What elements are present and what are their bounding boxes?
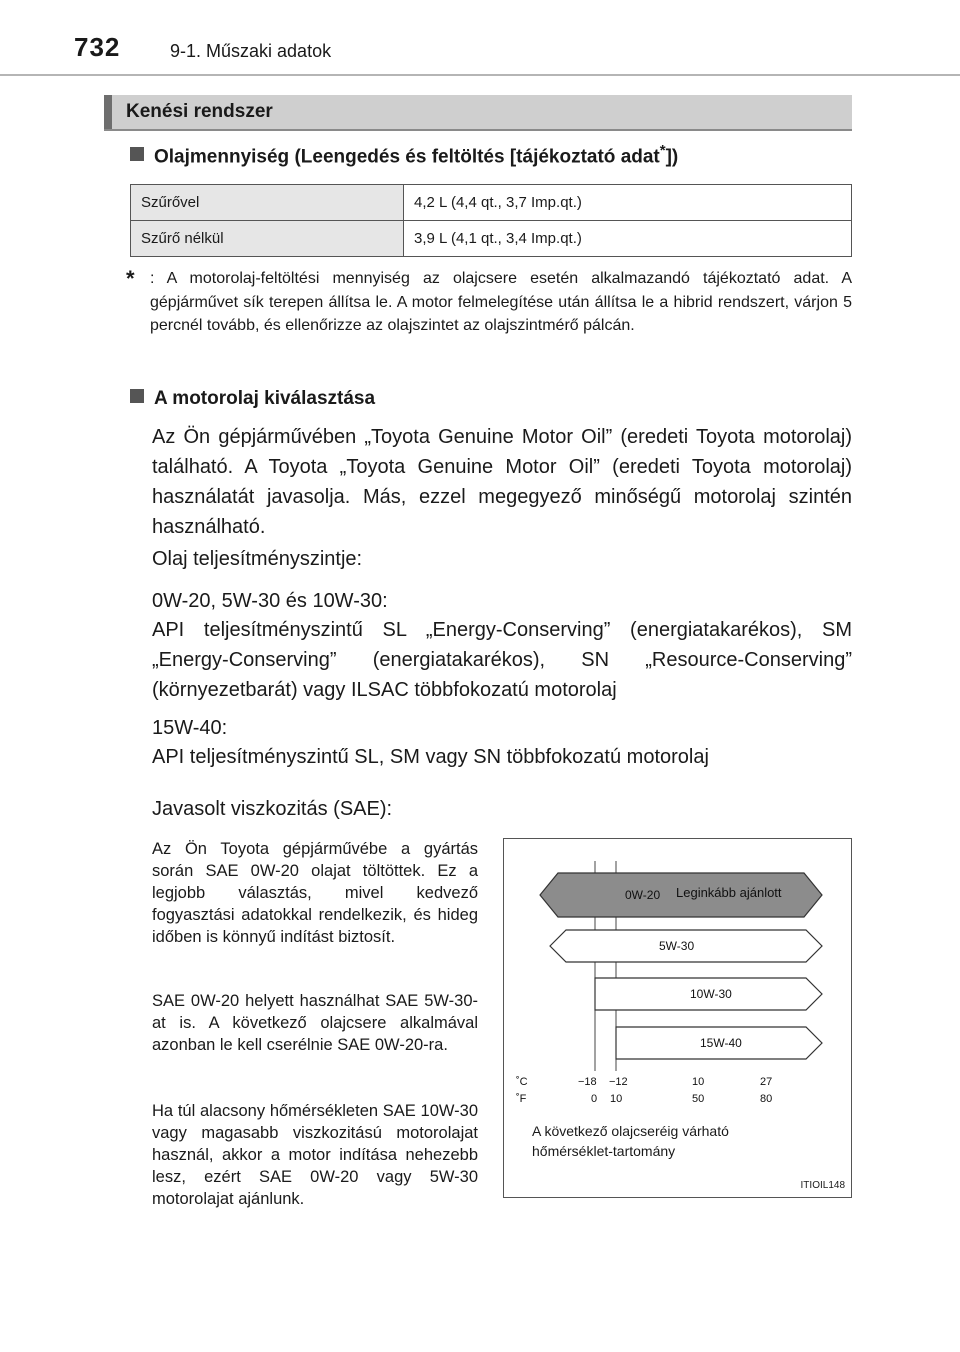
- arrow-extra-0w20: Leginkább ajánlott: [676, 885, 782, 900]
- fahrenheit-tick: 80: [760, 1093, 773, 1105]
- arrow-label-10w30: 10W-30: [690, 987, 732, 1001]
- oil-selection-heading: A motorolaj kiválasztása: [130, 388, 375, 410]
- celsius-label: ˚C: [516, 1076, 528, 1088]
- figure-caption-line-1: A következő olajcseréig várható: [532, 1123, 729, 1139]
- square-bullet-icon: [130, 147, 144, 161]
- side-paragraph-3: Ha túl alacsony hőmérsékleten SAE 10W-30 vagy magasabb viszkozitású motorolajat használ, akkor a motor indítása nehezebb lesz, ezért SAE 0W-20 vagy 5W-30 motorolajat ajánlunk.: [152, 1102, 478, 1208]
- grades-a-text: API teljesítményszintű SL „Energy-Conserving” (energiatakarékos), SM „Energy-Conserving” (energiatakarékos), SN „Resource-Conserving” (környezetbarát) vagy ILSAC többfokozatú motorolaj: [152, 619, 852, 701]
- page-number: 732: [74, 32, 121, 62]
- footnote: [120, 267, 852, 338]
- celsius-tick: 10: [692, 1076, 705, 1088]
- celsius-tick: −18: [578, 1076, 597, 1088]
- section-title-bar: [104, 95, 852, 131]
- grades-b-text: API teljesítményszintű SL, SM vagy SN többfokozatú motorolaj: [152, 746, 709, 768]
- side-paragraph-1: Az Ön Toyota gépjárművébe a gyártás során SAE 0W-20 olajat töltöttek. Ez a legjobb választás, mivel kedvező fogyasztási adatokkal rendelkezik, és hideg időben is könnyű indítást biztosít.: [152, 840, 478, 946]
- fahrenheit-label: ˚F: [516, 1093, 527, 1105]
- grades-b-label: 15W-40:: [152, 717, 228, 739]
- fahrenheit-tick: 50: [692, 1093, 705, 1105]
- fahrenheit-tick: 0: [591, 1093, 598, 1105]
- section-label: 9-1. Műszaki adatok: [170, 41, 332, 61]
- footnote-star: *: [126, 266, 135, 291]
- fahrenheit-tick: 10: [610, 1093, 623, 1105]
- celsius-tick: −12: [609, 1076, 628, 1088]
- table-row: [131, 185, 852, 221]
- table-cell-label: Szűrővel: [131, 185, 404, 221]
- section-title: Kenési rendszer: [126, 101, 273, 122]
- oil-capacity-heading: Olajmennyiség (Leengedés és feltöltés [tájékoztató adat*]): [130, 142, 678, 168]
- viscosity-label: Javasolt viszkozitás (SAE):: [152, 798, 393, 820]
- table-cell-label: Szűrő nélkül: [131, 221, 404, 257]
- selection-intro: Az Ön gépjárművében „Toyota Genuine Motor Oil” (eredeti Toyota motorolaj) található. A Toyota „Toyota Genuine Motor Oil” (eredeti Toyota motorolaj) használatát javasolja. Más, ezzel megegyező minőségű motorolaj szintén használható.: [152, 426, 852, 538]
- footnote-text: : A motorolaj-feltöltési mennyiség az olajcsere esetén alkalmazandó tájékoztató adat. A gépjárművet sík terepen állítsa le. A motor felmelegítése után állítsa le a hibrid rendszert, várjon 5 percnél tovább, és ellenőrizze az olajszintet az olajszintmérő pálcán.: [150, 270, 852, 334]
- arrow-label-15w40: 15W-40: [700, 1036, 742, 1050]
- figure-id: ITIOIL148: [800, 1180, 845, 1191]
- level-label: Olaj teljesítményszintje:: [152, 548, 363, 570]
- arrow-label-0w20: 0W-20: [625, 888, 661, 902]
- side-paragraph-2: SAE 0W-20 helyett használhat SAE 5W-30-at is. A következő olajcsere alkalmával azonban le kell cserélnie SAE 0W-20-ra.: [152, 992, 478, 1054]
- arrow-label-5w30: 5W-30: [659, 939, 695, 953]
- title-accent: [104, 95, 112, 129]
- celsius-tick: 27: [760, 1076, 773, 1088]
- oil-capacity-table: [130, 184, 852, 257]
- figure-caption: [532, 1121, 729, 1161]
- grades-a-label: 0W-20, 5W-30 és 10W-30:: [152, 590, 388, 612]
- viscosity-figure: [503, 838, 852, 1198]
- header-divider: [0, 74, 960, 76]
- table-cell-value: 4,2 L (4,4 qt., 3,7 Imp.qt.): [404, 185, 852, 221]
- table-cell-value: 3,9 L (4,1 qt., 3,4 Imp.qt.): [404, 221, 852, 257]
- square-bullet-icon: [130, 389, 144, 403]
- figure-caption-line-2: hőmérséklet-tartomány: [532, 1143, 676, 1159]
- table-row: [131, 221, 852, 257]
